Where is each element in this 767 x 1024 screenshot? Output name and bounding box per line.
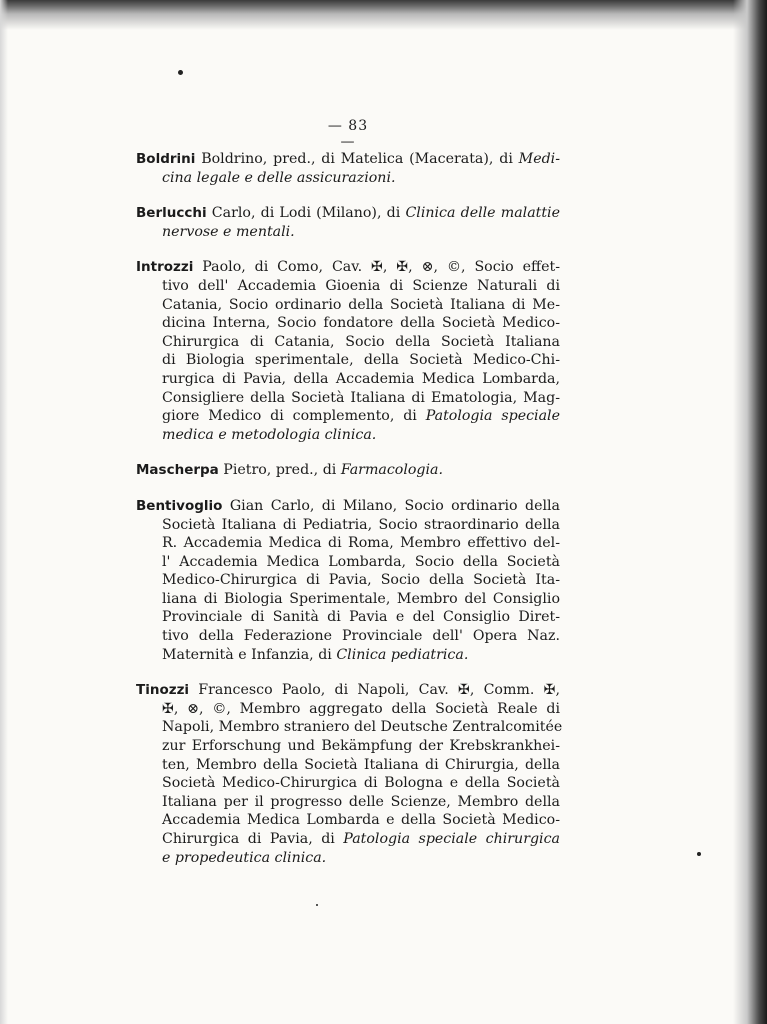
entry-italic-text: Patologia speciale chirurgica: [343, 831, 560, 847]
entry-text: Napoli, Membro straniero del Deutsche Zentralcomitée: [162, 719, 563, 736]
entry-line: [134, 627, 560, 646]
entry-line: [134, 756, 560, 775]
entry-text: liana di Biologia Sperimentale, Membro del Consiglio: [162, 590, 560, 607]
entry-text: Consigliere della Società Italiana di Ematologia, Mag-: [162, 389, 560, 406]
entry-text: Carlo, di Lodi (Milano), di: [211, 205, 406, 222]
entry-italic-text: Farmacologia.: [340, 462, 444, 479]
entry-text: Società Medico-Chirurgica di Bologna e della Società: [162, 775, 560, 792]
entry-line: [134, 681, 560, 700]
entry-surname: Boldrini: [136, 151, 196, 167]
entry-text: giore Medico di complemento, di: [162, 408, 426, 425]
entry-italic-text: medica e metodologia clinica.: [162, 426, 377, 443]
entry-text: Maternità e Infanzia, di: [162, 646, 337, 663]
entry-line: [134, 333, 560, 352]
entry-surname: Bentivoglio: [136, 497, 223, 514]
entry-line: [134, 700, 560, 719]
entry-italic-text: nervose e mentali.: [162, 223, 295, 240]
entry-line: [134, 351, 560, 370]
entry-line: [134, 646, 560, 665]
scan-speck: [316, 904, 318, 906]
entry-text: Provinciale di Sanità di Pavia e del Consiglio Diret-: [162, 609, 560, 626]
scan-right-edge: [733, 0, 767, 1024]
entry-text: di Biologia sperimentale, della Società Medico-Chi-: [162, 352, 560, 369]
entry-text: tivo dell' Accademia Gioenia di Scienze Naturali di: [162, 277, 560, 294]
entry-line: [134, 811, 560, 830]
faculty-entry: [134, 681, 563, 867]
faculty-entry: [134, 150, 560, 187]
entry-text: Gian Carlo, di Milano, Socio ordinario della: [229, 497, 561, 514]
entry-text: R. Accademia Medica di Roma, Membro effettivo del-: [162, 535, 560, 552]
entry-text: Chirurgica di Catania, Socio della Società Italiana: [162, 333, 560, 350]
entry-italic-text: Patologia speciale: [425, 408, 560, 425]
entry-text: zur Erforschung und Bekämpfung der Krebskrankhei-: [162, 738, 560, 755]
entry-line: [134, 296, 560, 315]
entry-line: [134, 461, 560, 480]
entry-italic-text: Clinica delle malattie: [405, 205, 560, 222]
faculty-entry: [134, 258, 560, 444]
entry-surname: Mascherpa: [136, 462, 219, 479]
entry-italic-text: e propedeutica clinica.: [162, 849, 327, 866]
entry-line: [134, 849, 560, 868]
entry-text: Paolo, di Como, Cav. ✠, ✠, ⊗, ©, Socio effet-: [202, 259, 560, 276]
entry-line: [134, 277, 560, 296]
faculty-entry: [134, 497, 560, 664]
entry-line: [134, 497, 560, 516]
entry-line: [134, 370, 560, 389]
entry-text: ✠, ⊗, ©, Membro aggregato della Società Reale di: [162, 700, 560, 717]
scan-left-edge: [0, 0, 8, 1024]
entry-italic-text: cina legale e delle assicurazioni.: [162, 169, 396, 186]
entry-line: [134, 426, 560, 445]
entry-line: [134, 830, 560, 849]
entry-line: [134, 534, 560, 553]
entry-line: [134, 314, 560, 333]
entry-text: Società Italiana di Pediatria, Socio straordinario della: [162, 516, 560, 533]
entry-line: [134, 389, 560, 408]
faculty-entry: [134, 204, 560, 241]
entry-line: [134, 150, 560, 169]
scan-speck: [697, 852, 701, 856]
scan-speck: [178, 70, 183, 75]
faculty-list: [134, 150, 563, 884]
entry-line: [134, 516, 560, 535]
entry-surname: Berlucchi: [136, 205, 207, 222]
page-number: — 83 —: [327, 118, 369, 150]
entry-text: Accademia Medica Lombarda e della Società Medico-: [162, 812, 560, 829]
entry-text: rurgica di Pavia, della Accademia Medica Lombarda,: [162, 370, 560, 387]
entry-line: [134, 774, 560, 793]
entry-text: Catania, Socio ordinario della Società Italiana di Me-: [162, 296, 560, 313]
entry-text: Chirurgica di Pavia, di: [162, 831, 344, 847]
entry-line: [134, 737, 560, 756]
entry-surname: Introzzi: [136, 259, 194, 276]
faculty-entry: [134, 461, 560, 480]
entry-line: [134, 407, 560, 426]
entry-italic-text: Medi-: [518, 151, 561, 167]
entry-line: [134, 258, 560, 277]
entry-text: Italiana per il progresso delle Scienze, Membro della: [162, 793, 560, 810]
entry-line: [134, 718, 563, 737]
entry-text: ten, Membro della Società Italiana di Chirurgia, della: [162, 756, 560, 773]
entry-italic-text: Clinica pediatrica.: [336, 646, 469, 663]
entry-text: Boldrino, pred., di Matelica (Macerata), di: [201, 151, 519, 167]
entry-line: [134, 793, 560, 812]
entry-text: Medico-Chirurgica di Pavia, Socio della Società Ita-: [162, 572, 560, 589]
entry-text: Pietro, pred., di: [223, 462, 341, 479]
entry-line: [134, 223, 560, 242]
entry-text: Francesco Paolo, di Napoli, Cav. ✠, Comm. ✠,: [198, 682, 560, 699]
entry-line: [134, 590, 560, 609]
scan-top-edge: [0, 0, 767, 30]
entry-line: [134, 571, 560, 590]
entry-line: [134, 553, 560, 572]
entry-line: [134, 204, 560, 223]
entry-surname: Tinozzi: [136, 682, 190, 699]
entry-line: [134, 169, 560, 188]
entry-text: dicina Interna, Socio fondatore della Società Medico-: [162, 315, 560, 332]
entry-text: tivo della Federazione Provinciale dell' Opera Naz.: [162, 628, 560, 645]
entry-line: [134, 608, 560, 627]
entry-text: l' Accademia Medica Lombarda, Socio della Società: [162, 553, 560, 570]
